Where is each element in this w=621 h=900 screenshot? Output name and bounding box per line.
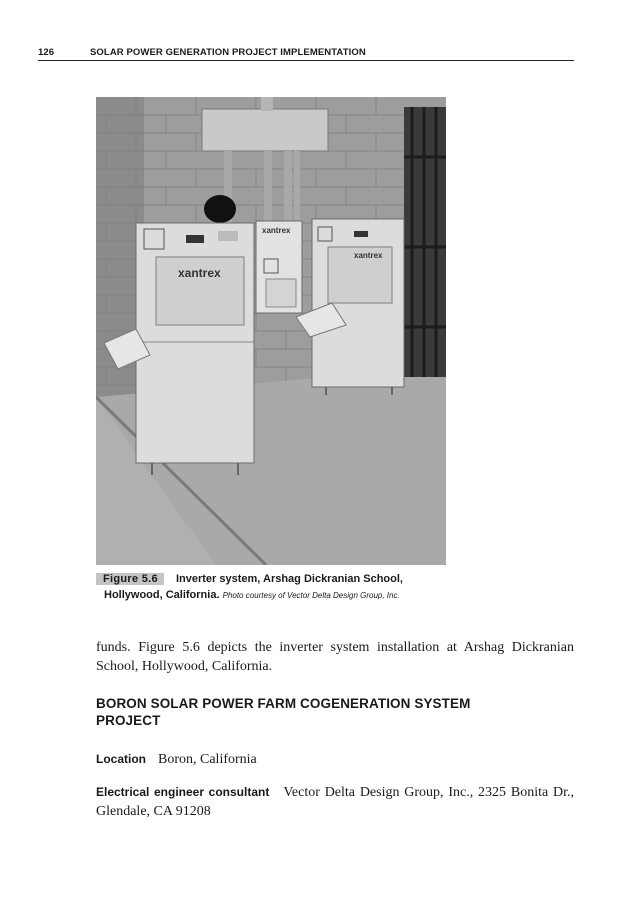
figure-credit: Photo courtesy of Vector Delta Design Group, Inc. xyxy=(222,591,400,600)
location-field xyxy=(96,750,574,769)
xantrex-logo-center: xantrex xyxy=(262,226,291,235)
figure-label: Figure 5.6 xyxy=(96,573,164,585)
xantrex-logo-main: xantrex xyxy=(178,266,221,280)
body-paragraph: funds. Figure 5.6 depicts the inverter system installation at Arshag Dickranian School, Hollywood, California. xyxy=(96,640,574,674)
inverter-photo xyxy=(96,97,446,565)
location-value: Boron, California xyxy=(158,752,257,767)
section-heading-line2: PROJECT xyxy=(96,713,161,728)
section-heading xyxy=(96,695,566,729)
consultant-value: Vector Delta Design Group, Inc., 2325 Bonita Dr., Glendale, CA 91208 xyxy=(96,785,575,819)
running-title: SOLAR POWER GENERATION PROJECT IMPLEMENTATION xyxy=(90,47,366,58)
location-label: Location xyxy=(96,752,146,766)
inverter-photo-illustration xyxy=(96,97,446,565)
running-header xyxy=(38,46,574,61)
page-number: 126 xyxy=(38,47,55,58)
section-heading-line1: BORON SOLAR POWER FARM COGENERATION SYSTEM xyxy=(96,696,471,711)
consultant-label: Electrical engineer consultant xyxy=(96,785,270,799)
figure-caption-text-1: Inverter system, Arshag Dickranian School, xyxy=(175,573,403,585)
xantrex-logo-right: xantrex xyxy=(354,251,383,260)
figure-caption xyxy=(96,571,476,604)
figure-caption-line1 xyxy=(96,571,476,587)
figure-caption-text-2: Hollywood, California. xyxy=(104,589,220,601)
consultant-field xyxy=(96,783,574,821)
figure-caption-line2 xyxy=(96,587,476,604)
